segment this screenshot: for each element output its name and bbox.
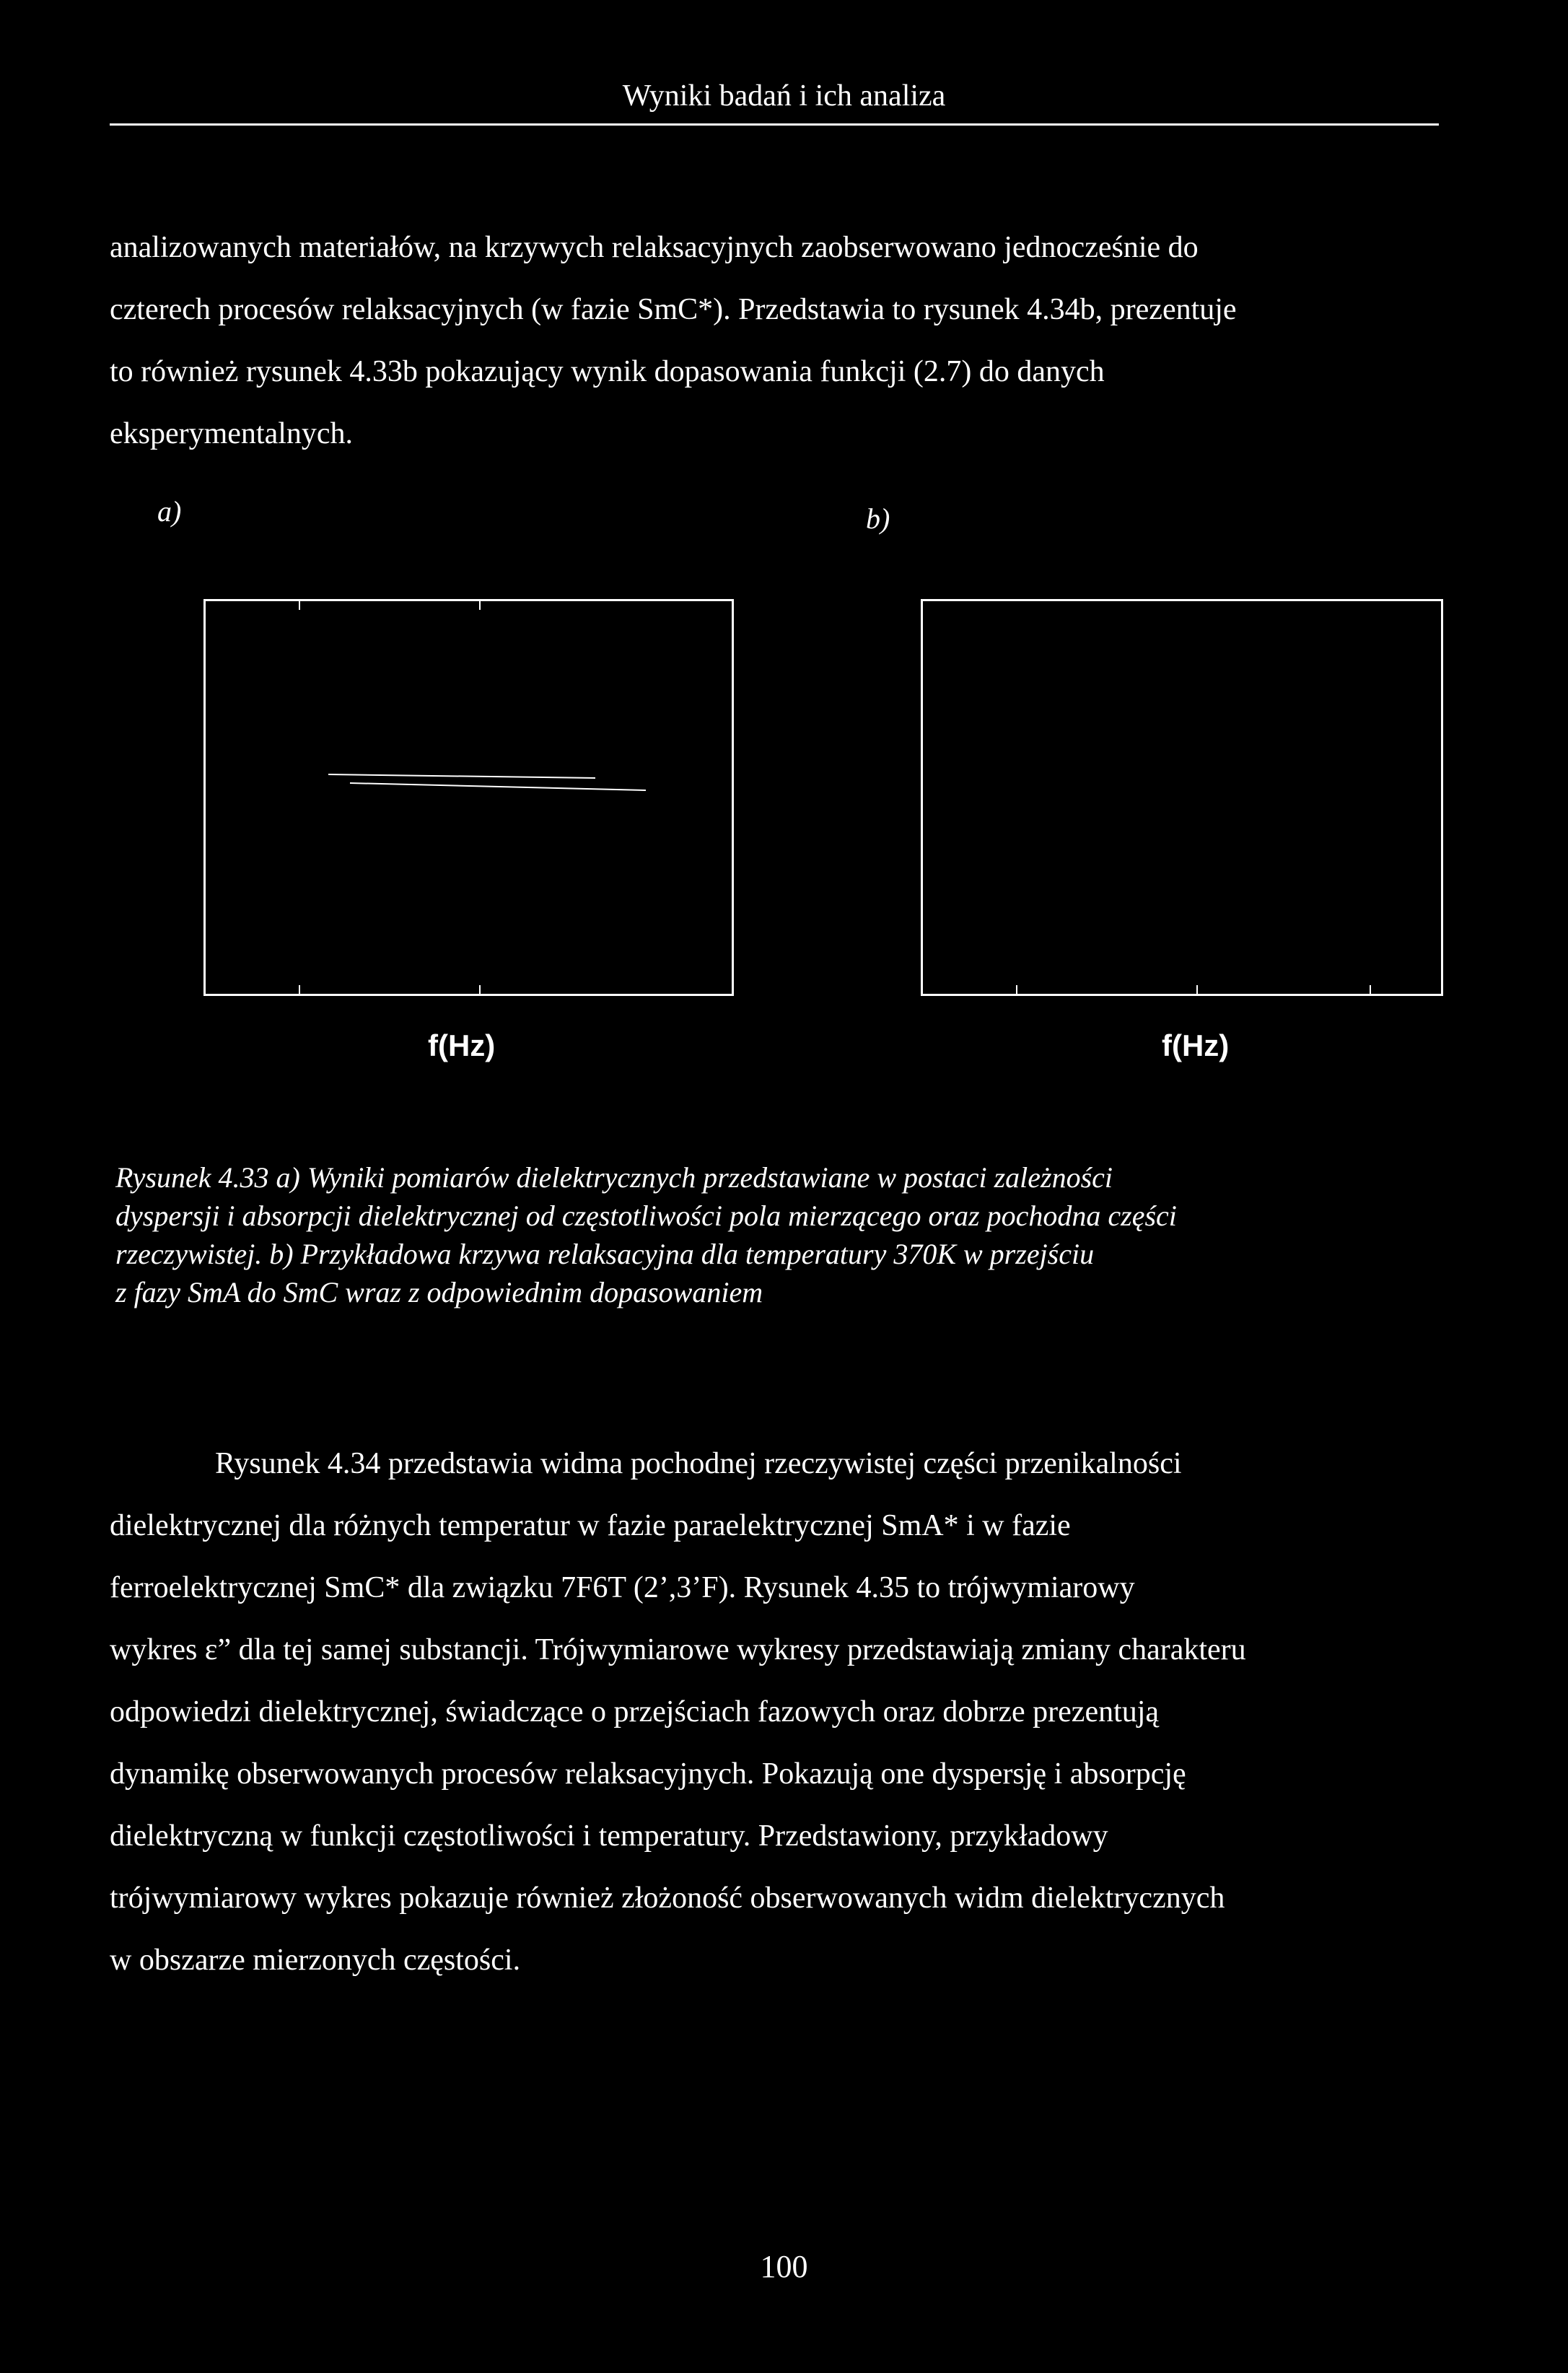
paragraph-2-line: dynamikę obserwowanych procesów relaksacyjnych. Pokazują one dyspersję i absorpcję — [110, 1757, 1186, 1791]
paragraph-2-line: trójwymiarowy wykres pokazuje również złożoność obserwowanych widm dielektrycznych — [110, 1882, 1225, 1915]
page-number: 100 — [760, 2249, 808, 2284]
panel-b-plot — [923, 601, 1441, 994]
paragraph-1-line: analizowanych materiałów, na krzywych relaksacyjnych zaobserwowano jednocześnie do — [110, 231, 1199, 264]
paragraph-2-line: w obszarze mierzonych częstości. — [110, 1944, 521, 1977]
panel-b-label: b) — [866, 502, 890, 535]
panel-a-plot — [206, 601, 732, 994]
panel-b-x-axis-label: f(Hz) — [1162, 1028, 1230, 1062]
paragraph-2-line: odpowiedzi dielektrycznej, świadczące o przejściach fazowych oraz dobrze prezentują — [110, 1695, 1160, 1729]
paragraph-1-line: eksperymentalnych. — [110, 417, 354, 450]
figure-panel-b — [921, 599, 1443, 996]
figure-panel-a — [203, 599, 734, 996]
paragraph-2-line: dielektrycznej dla różnych temperatur w fazie paraelektrycznej SmA* i w fazie — [110, 1509, 1071, 1542]
header-rule — [110, 123, 1439, 126]
paragraph-2-line: ferroelektrycznej SmC* dla związku 7F6T (2’,3’F). Rysunek 4.35 to trójwymiarowy — [110, 1571, 1135, 1604]
running-header: Wyniki badań i ich analiza — [622, 79, 946, 113]
caption-line: z fazy SmA do SmC wraz z odpowiednim dopasowaniem — [115, 1276, 763, 1308]
paragraph-2-line: wykres ε” dla tej samej substancji. Trójwymiarowe wykresy przedstawiają zmiany charakteru — [110, 1633, 1246, 1666]
paragraph-2-line — [110, 1433, 1439, 1495]
caption-line: rzeczywistej. b) Przykładowa krzywa relaksacyjna dla temperatury 370K w przejściu — [115, 1238, 1095, 1270]
caption-line: dyspersji i absorpcji dielektrycznej od częstotliwości pola mierzącego oraz pochodna części — [115, 1199, 1177, 1232]
panel-a-label: a) — [157, 495, 182, 528]
paragraph-2-line: dielektryczną w funkcji częstotliwości i temperatury. Przedstawiony, przykładowy — [110, 1819, 1108, 1853]
paragraph-2-line-text: Rysunek 4.34 przedstawia widma pochodnej rzeczywistej części przenikalności — [215, 1447, 1182, 1480]
figure-caption — [115, 1158, 1450, 1311]
panel-a-x-axis-label: f(Hz) — [428, 1028, 496, 1062]
paragraph-1-line: to również rysunek 4.33b pokazujący wynik dopasowania funkcji (2.7) do danych — [110, 355, 1105, 388]
paragraph-1-line: czterech procesów relaksacyjnych (w fazie SmC*). Przedstawia to rysunek 4.34b, prezentuje — [110, 293, 1237, 326]
panel-a-curve-2 — [350, 783, 646, 790]
paragraph-1 — [110, 217, 1439, 465]
paragraph-2 — [110, 1433, 1439, 1991]
caption-line: Rysunek 4.33 a) Wyniki pomiarów dielektrycznych przedstawiane w postaci zależności — [115, 1161, 1113, 1194]
panel-a-curve-1 — [328, 774, 595, 778]
